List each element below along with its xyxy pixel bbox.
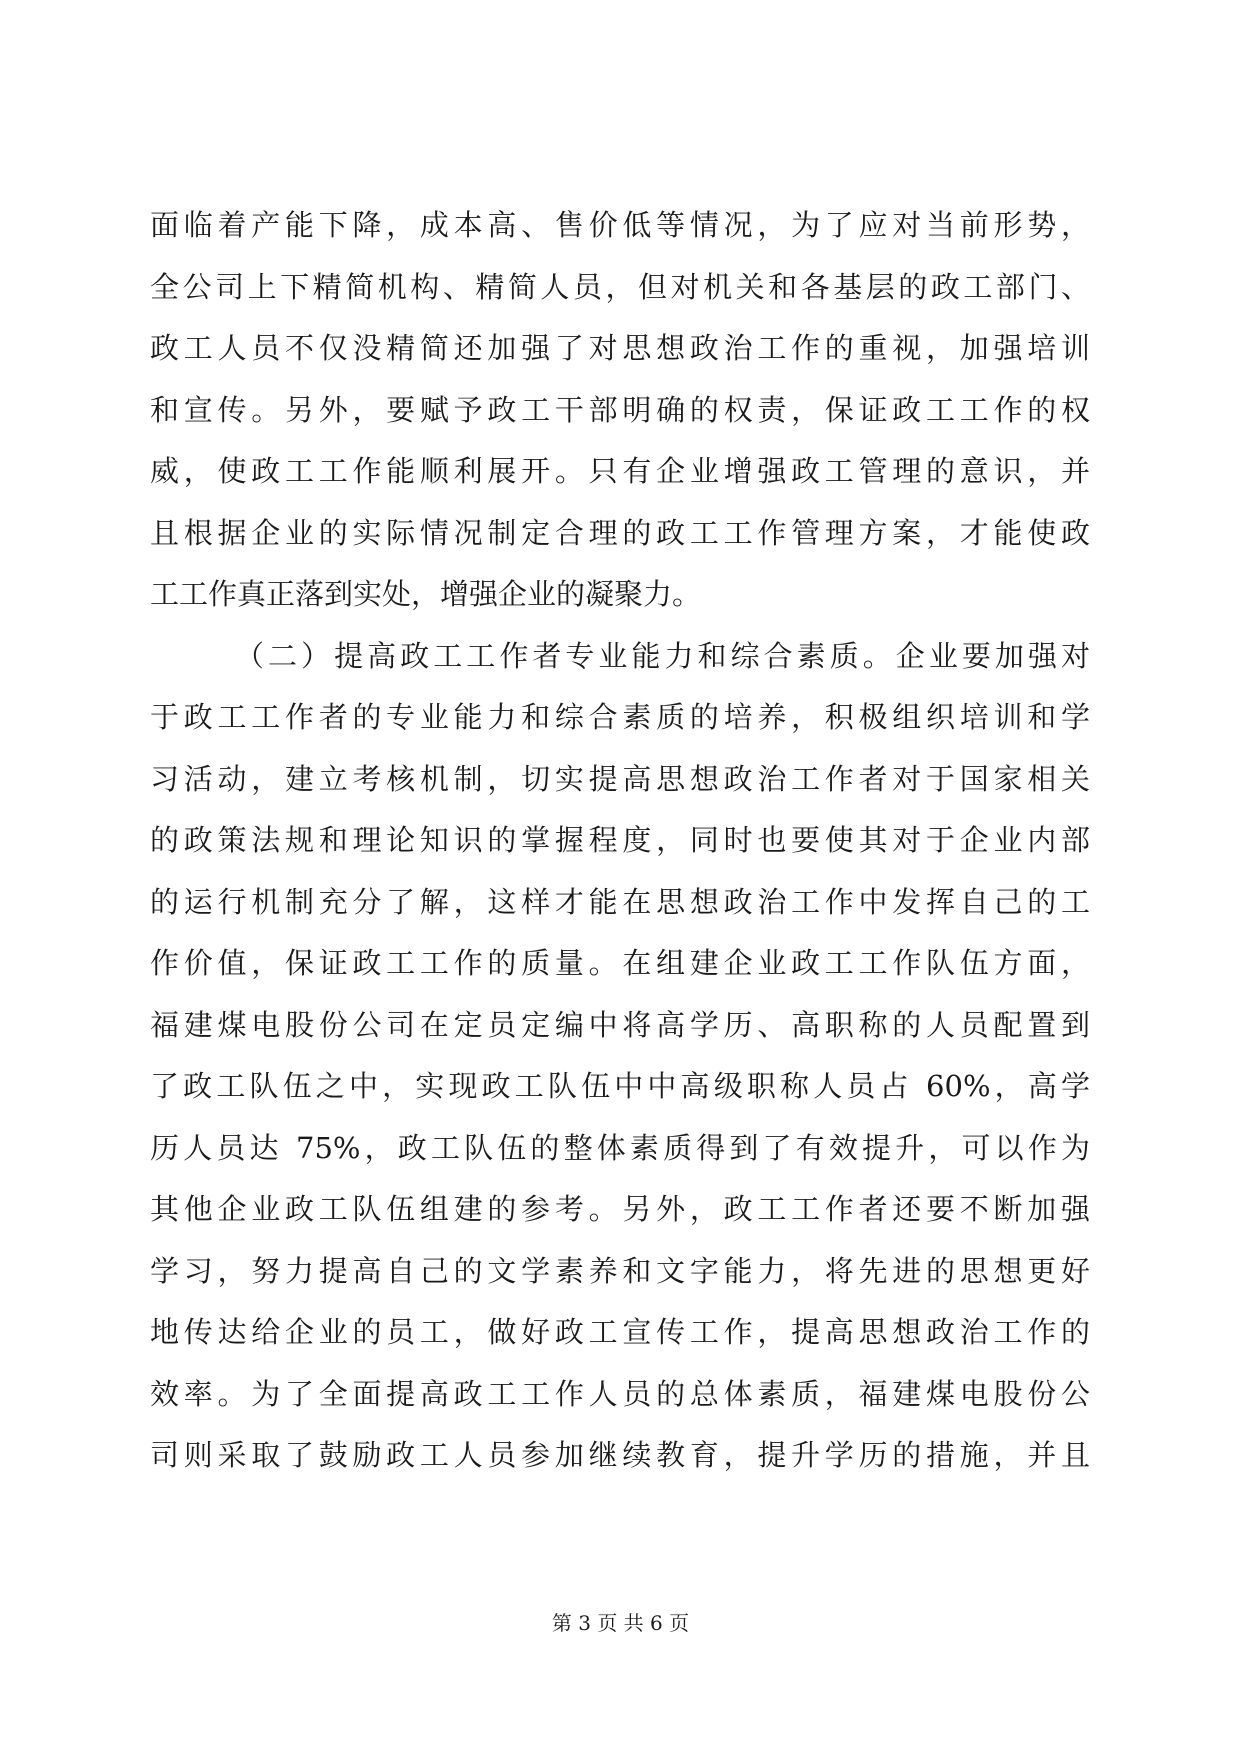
text-line: 司则采取了鼓励政工人员参加继续教育，提升学历的措施，并且: [150, 1438, 1090, 1472]
text-line: 面临着产能下降，成本高、售价低等情况，为了应对当前形势，: [150, 208, 1090, 242]
text-line: 于政工工作者的专业能力和综合素质的培养，积极组织培训和学: [150, 700, 1090, 734]
text-line: 作价值，保证政工工作的质量。在组建企业政工工作队伍方面，: [150, 946, 1090, 980]
text-line: 历人员达 75%，政工队伍的整体素质得到了有效提升，可以作为: [150, 1130, 1090, 1165]
text-line: 威，使政工工作能顺利展开。只有企业增强政工管理的意识，并: [150, 454, 1090, 488]
text-line: 全公司上下精简机构、精简人员，但对机关和各基层的政工部门、: [150, 269, 1090, 304]
text-line: 地传达给企业的员工，做好政工宣传工作，提高思想政治工作的: [150, 1315, 1090, 1349]
section-heading-line: （二）提高政工工作者专业能力和综合素质。企业要加强对: [235, 638, 1090, 673]
text-line: 政工人员不仅没精简还加强了对思想政治工作的重视，加强培训: [150, 331, 1090, 365]
text-line: 的运行机制充分了解，这样才能在思想政治工作中发挥自己的工: [150, 884, 1090, 919]
text-line: 福建煤电股份公司在定员定编中将高学历、高职称的人员配置到: [150, 1007, 1090, 1042]
text-line: 了政工队伍之中，实现政工队伍中中高级职称人员占 60%，高学: [150, 1069, 1090, 1103]
text-line: 的政策法规和理论知识的掌握程度，同时也要使其对于企业内部: [150, 823, 1090, 857]
page-footer: [0, 1611, 1241, 1635]
page-number-label: 第 3 页 共 6 页: [551, 1611, 690, 1635]
body-text: [150, 195, 1090, 1487]
text-line: 且根据企业的实际情况制定合理的政工工作管理方案，才能使政: [150, 515, 1090, 550]
text-line: 学习，努力提高自己的文学素养和文字能力，将先进的思想更好: [150, 1253, 1090, 1288]
text-line: 习活动，建立考核机制，切实提高思想政治工作者对于国家相关: [150, 761, 1090, 796]
text-line: 其他企业政工队伍组建的参考。另外，政工工作者还要不断加强: [150, 1192, 1090, 1226]
text-line: 和宣传。另外，要赋予政工干部明确的权责，保证政工工作的权: [150, 392, 1090, 427]
text-line: 效率。为了全面提高政工工作人员的总体素质，福建煤电股份公: [150, 1376, 1090, 1411]
text-line: 工工作真正落到实处，增强企业的凝聚力。: [150, 577, 702, 611]
